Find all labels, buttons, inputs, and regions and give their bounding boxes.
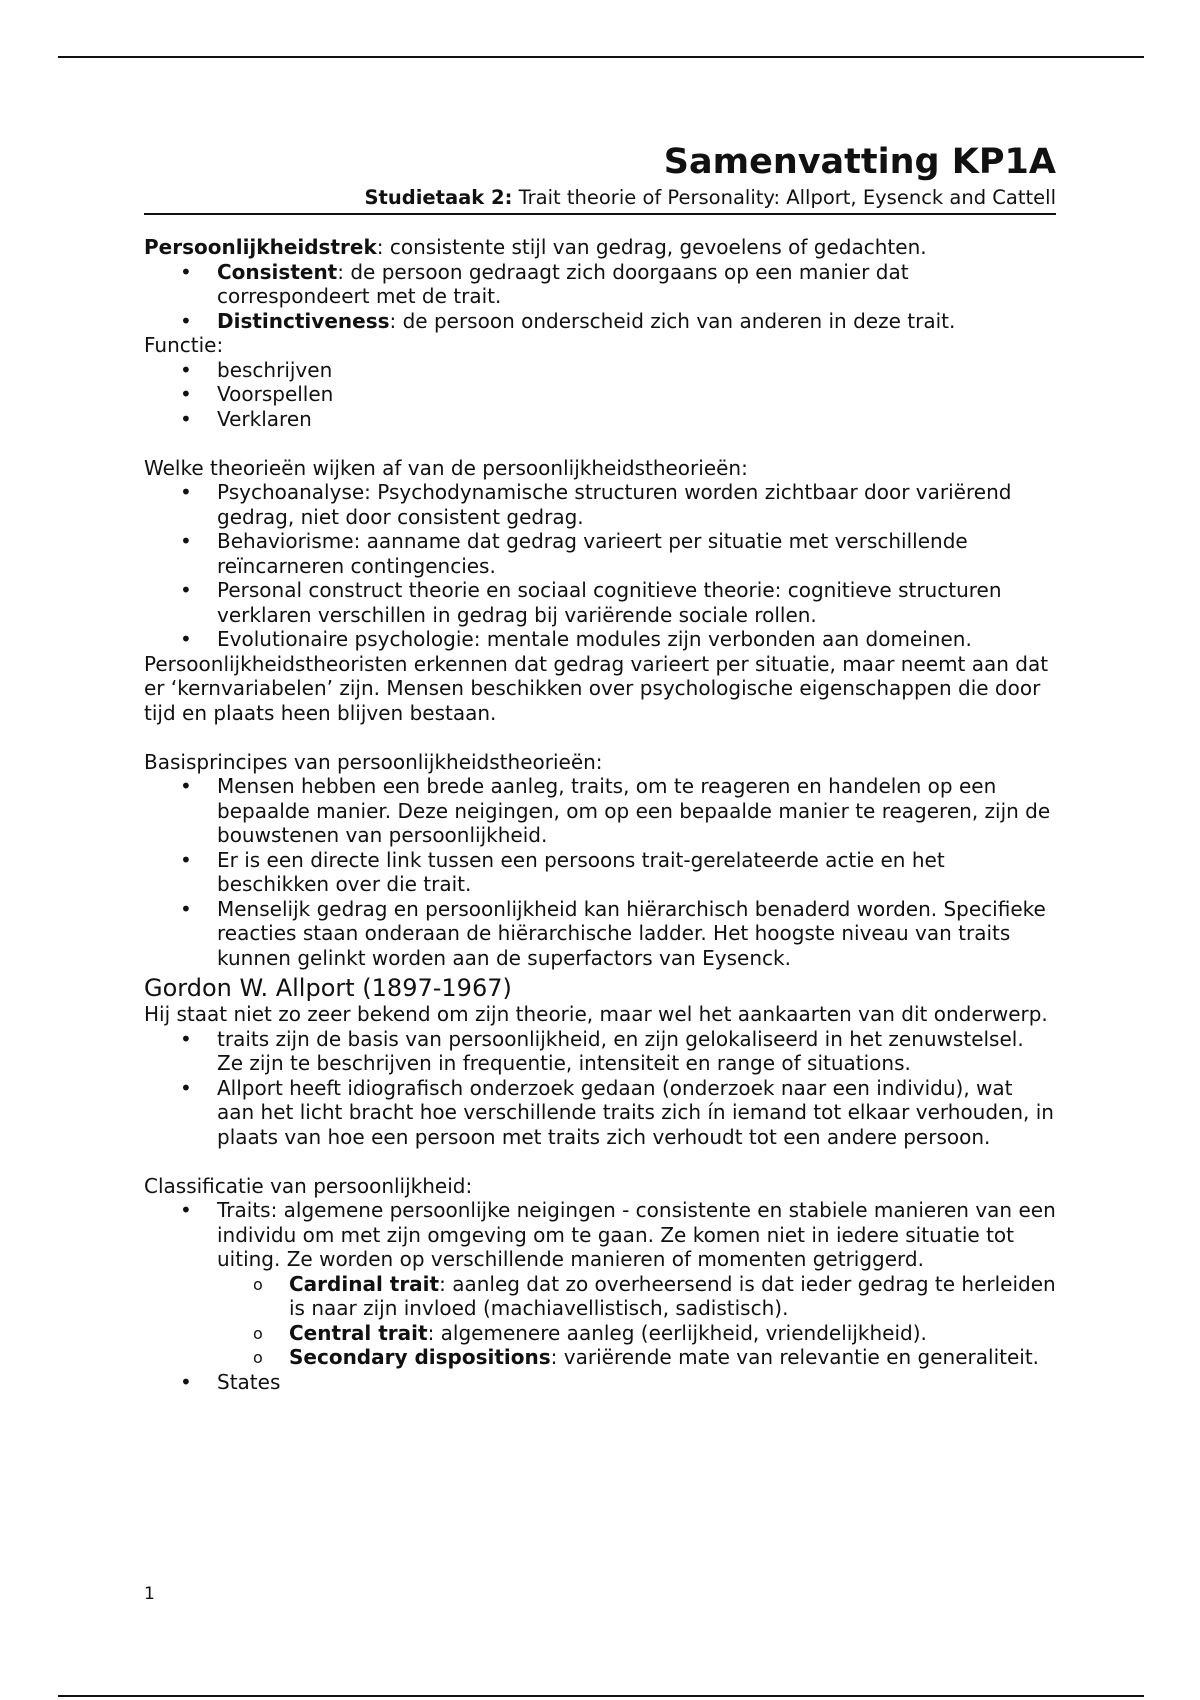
list-item: • traits zijn de basis van persoonlijkheid, en zijn gelokaliseerd in het zenuwstelsel. Ze zijn te beschrijven in frequentie, intensiteit en range of situations. <box>144 1027 1056 1076</box>
top-rule <box>58 56 1144 58</box>
document-body <box>144 235 1056 1394</box>
bottom-rule <box>58 1695 1144 1697</box>
traits-text: Traits: algemene persoonlijke neigingen - consistente en stabiele manieren van een individu om met zijn omgeving om te gaan. Ze komen niet in iedere situatie tot uiting. Ze worden op verschillende manieren of momenten getriggerd. <box>217 1198 1056 1271</box>
definition-text: : consistente stijl van gedrag, gevoelens of gedachten. <box>376 235 927 259</box>
sub-list-item <box>217 1272 1056 1321</box>
document-title: Samenvatting KP1A <box>663 142 1056 182</box>
allport-heading: Gordon W. Allport (1897-1967) <box>144 974 512 1002</box>
classification-list <box>144 1198 1056 1394</box>
list-item: • Allport heeft idiografisch onderzoek gedaan (onderzoek naar een individu), wat aan het licht bracht hoe verschillende traits zich ín iemand tot elkaar verhouden, in plaats van hoe een persoon met traits zich verhoudt tot een andere persoon. <box>144 1076 1056 1150</box>
principles-intro: Basisprincipes van persoonlijkheidstheorieën: <box>144 749 603 774</box>
list-item: • Er is een directe link tussen een persoons trait-gerelateerde actie en het beschikken over die trait. <box>144 848 1056 897</box>
list-item: • Mensen hebben een brede aanleg, traits, om te reageren en handelen op een bepaalde manier. Deze neigingen, om op een bepaalde manier te reageren, zijn de bouwstenen van persoonlijkheid. <box>144 774 1056 848</box>
allport-list <box>144 1027 1056 1150</box>
list-item: • States <box>144 1370 1056 1395</box>
list-item-term: Consistent <box>217 259 338 284</box>
document-subtitle <box>144 186 1056 215</box>
list-item-text: : de persoon gedraagt zich doorgaans op een manier dat correspondeert met de trait. <box>217 259 909 308</box>
sub-list-item-text: : algemenere aanleg (eerlijkheid, vriendelijkheid). <box>427 1320 927 1345</box>
definition-paragraph <box>144 235 1056 260</box>
theories-list <box>144 480 1056 652</box>
list-item: • Menselijk gedrag en persoonlijkheid kan hiërarchisch benaderd worden. Specifieke reacties staan onderaan de hiërarchische ladder. Het hoogste niveau van traits kunnen gelinkt worden aan de superfactors van Eysenck. <box>144 897 1056 971</box>
list-item <box>144 309 1056 334</box>
list-item <box>144 1198 1056 1370</box>
list-item: • Voorspellen <box>144 382 1056 407</box>
page-number: 1 <box>144 1584 155 1604</box>
classification-intro: Classificatie van persoonlijkheid: <box>144 1173 473 1198</box>
sub-list-item-term: Secondary dispositions <box>289 1345 551 1369</box>
list-item: • Personal construct theorie en sociaal cognitieve theorie: cognitieve structuren verklaren verschillen in gedrag bij variërende sociale rollen. <box>144 578 1056 627</box>
theories-intro: Welke theorieën wijken af van de persoonlijkheidstheorieën: <box>144 455 748 480</box>
allport-intro: Hij staat niet zo zeer bekend om zijn theorie, maar wel het aankaarten van dit onderwerp. <box>144 1002 1048 1026</box>
sub-list-item-term: Central trait <box>289 1320 428 1345</box>
theories-closing: Persoonlijkheidstheoristen erkennen dat gedrag varieert per situatie, maar neemt aan dat er ‘kernvariabelen’ zijn. Mensen beschikken over psychologische eigenschappen die door tijd en plaats heen blijven bestaan. <box>144 651 1049 725</box>
list-item: • Psychoanalyse: Psychodynamische structuren worden zichtbaar door variërend gedrag, niet door consistent gedrag. <box>144 480 1056 529</box>
list-item: • Behaviorisme: aanname dat gedrag varieert per situatie met verschillende reïncarneren contingencies. <box>144 529 1056 578</box>
functie-list <box>144 358 1056 432</box>
sub-list-item <box>217 1321 1056 1346</box>
list-item <box>144 260 1056 309</box>
list-item: • Verklaren <box>144 407 1056 432</box>
subtitle-text: Trait theorie of Personality: Allport, Eysenck and Cattell <box>512 186 1056 209</box>
list-item: • Evolutionaire psychologie: mentale modules zijn verbonden aan domeinen. <box>144 627 1056 652</box>
trait-types-list <box>217 1272 1056 1370</box>
list-item-text: : de persoon onderscheid zich van anderen in deze trait. <box>389 308 956 333</box>
list-item-term: Distinctiveness <box>217 308 390 333</box>
sub-list-item-term: Cardinal trait <box>289 1271 440 1296</box>
list-item: • beschrijven <box>144 358 1056 383</box>
principles-list <box>144 774 1056 970</box>
sub-list-item-text: : aanleg dat zo overheersend is dat ieder gedrag te herleiden is naar zijn invloed (machiavellistisch, sadistisch). <box>289 1271 1056 1320</box>
definition-term: Persoonlijkheidstrek <box>144 235 377 259</box>
sub-list-item <box>217 1345 1056 1370</box>
document-page <box>144 140 1056 1394</box>
functie-label: Functie: <box>144 333 224 357</box>
sub-list-item-text: : variërende mate van relevantie en generaliteit. <box>550 1345 1040 1369</box>
definition-list <box>144 260 1056 334</box>
subtitle-label: Studietaak 2: <box>364 186 513 209</box>
